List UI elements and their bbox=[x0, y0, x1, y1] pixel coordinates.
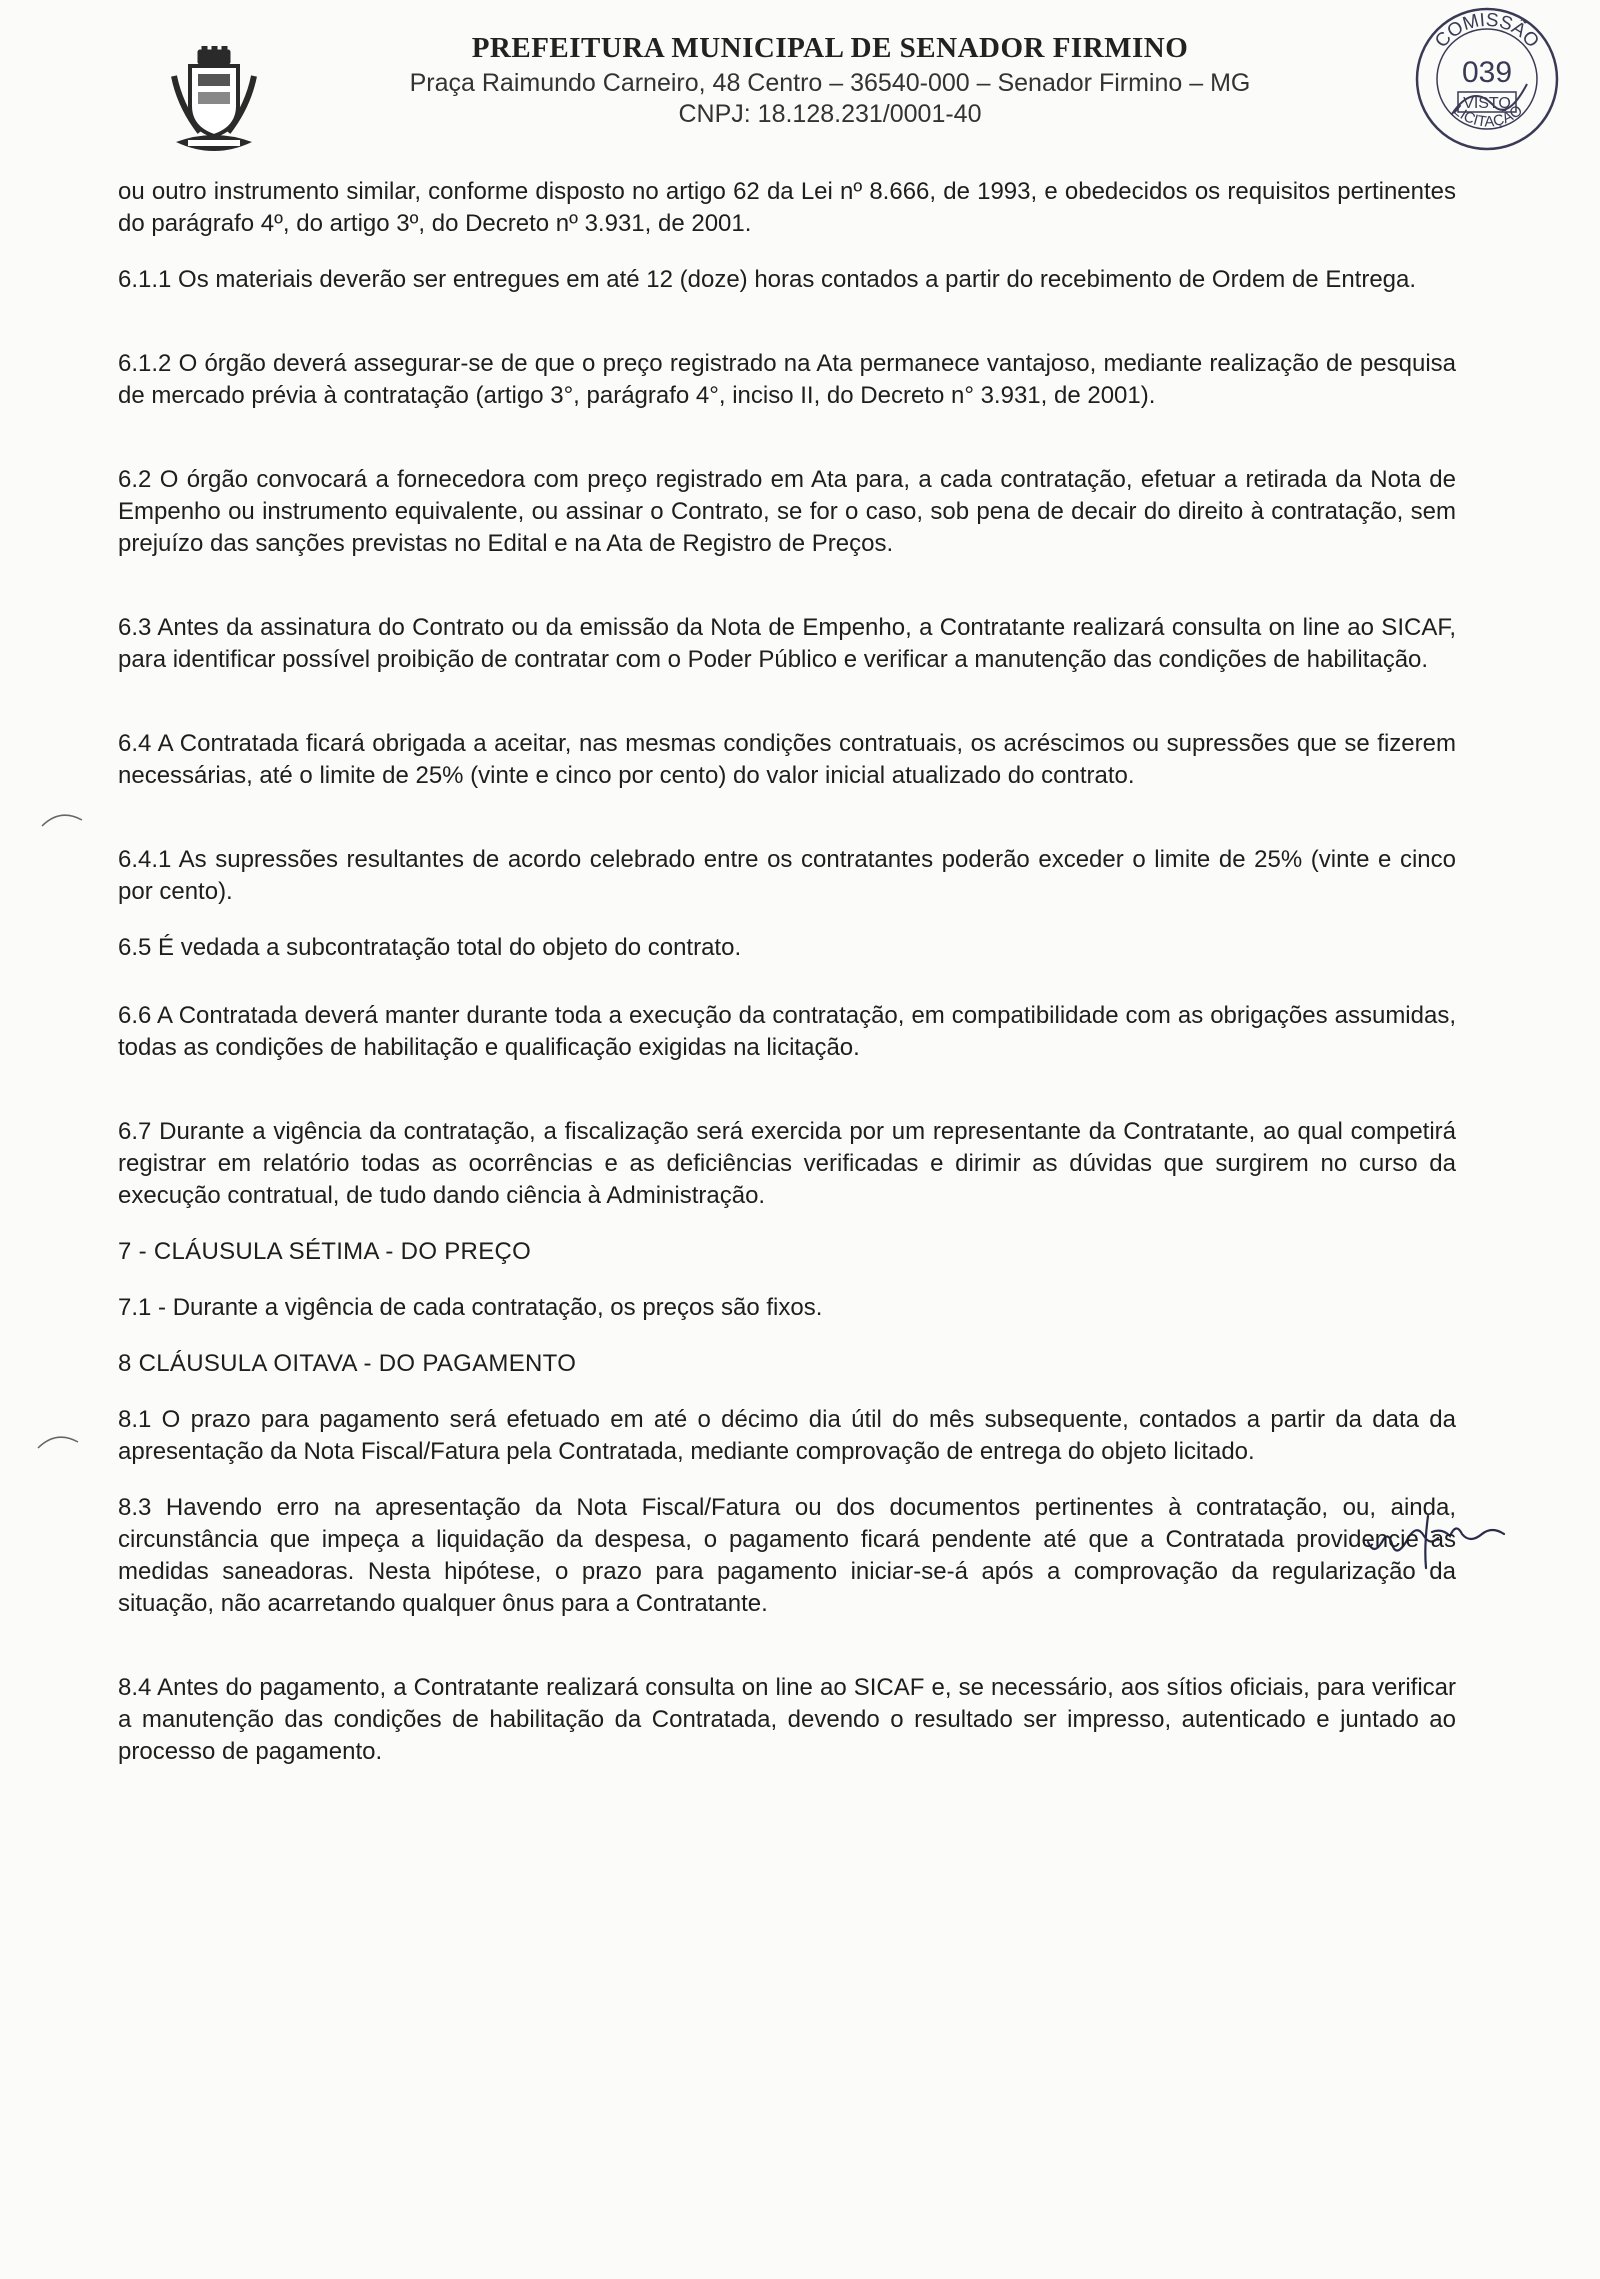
commission-stamp-icon bbox=[1412, 4, 1562, 154]
margin-mark-icon bbox=[36, 1430, 80, 1450]
paragraph-6-4-1: 6.4.1 As supressões resultantes de acordo celebrado entre os contratantes poderão exceder o limite de 25% (vinte e cinco por cento). bbox=[118, 846, 1456, 905]
paragraph-8-4: 8.4 Antes do pagamento, a Contratante realizará consulta on line ao SICAF e, se necessário, aos sítios oficiais, para verificar a manutenção das condições de habilitação da Contratada, devendo o resultado ser impresso, autenticado e juntado ao processo de pagamento. bbox=[118, 1674, 1456, 1765]
paragraph-6-1-1: 6.1.1 Os materiais deverão ser entregues em até 12 (doze) horas contados a partir do recebimento de Ordem de Entrega. bbox=[118, 266, 1417, 293]
paragraph-7-1: 7.1 - Durante a vigência de cada contratação, os preços são fixos. bbox=[118, 1294, 823, 1321]
document-body bbox=[118, 176, 1456, 1768]
paragraph-8-3: 8.3 Havendo erro na apresentação da Nota Fiscal/Fatura ou dos documentos pertinentes à contratação, ou, ainda, circunstância que impeça a liquidação da despesa, o pagamento ficará pendente até que a Contratada providencie as medidas saneadoras. Nesta hipótese, o prazo para pagamento iniciar-se-á após a comprovação da regularização da situação, não acarretando qualquer ônus para a Contratante. bbox=[118, 1494, 1456, 1617]
paragraph-8-1: 8.1 O prazo para pagamento será efetuado em até o décimo dia útil do mês subsequente, contados a partir da data da apresentação da Nota Fiscal/Fatura pela Contratada, mediante comprovação de entrega do objeto licitado. bbox=[118, 1406, 1456, 1465]
stamp-bottom-text: LICITAÇÃO bbox=[1450, 101, 1526, 131]
letterhead-address: Praça Raimundo Carneiro, 48 Centro – 36540-000 – Senador Firmino – MG bbox=[409, 69, 1251, 97]
paragraph-6-7: 6.7 Durante a vigência da contratação, a fiscalização será exercida por um representante da Contratante, ao qual competirá registrar em relatório todas as ocorrências e as deficiências verificadas e dirimir as dúvidas que surgirem no curso da execução contratual, de tudo dando ciência à Administração. bbox=[118, 1118, 1456, 1209]
paragraph-6-2: 6.2 O órgão convocará a fornecedora com preço registrado em Ata para, a cada contratação, efetuar a retirada da Nota de Empenho ou instrumento equivalente, ou assinar o Contrato, se for o caso, sob pena de decair do direito à contratação, sem prejuízo das sanções previstas no Edital e na Ata de Registro de Preços. bbox=[118, 466, 1456, 557]
letterhead-cnpj: CNPJ: 18.128.231/0001-40 bbox=[678, 100, 982, 128]
paragraph-6-1-2: 6.1.2 O órgão deverá assegurar-se de que o preço registrado na Ata permanece vantajoso, mediante realização de pesquisa de mercado prévia à contratação (artigo 3°, parágrafo 4°, inciso II, do Decreto n° 3.931, de 2001). bbox=[118, 350, 1456, 409]
paragraph-6-5: 6.5 É vedada a subcontratação total do objeto do contrato. bbox=[118, 934, 742, 961]
letterhead-title: PREFEITURA MUNICIPAL DE SENADOR FIRMINO bbox=[471, 32, 1189, 64]
margin-mark-icon bbox=[40, 808, 84, 828]
paragraph-intro: ou outro instrumento similar, conforme disposto no artigo 62 da Lei nº 8.666, de 1993, e obedecidos os requisitos pertinentes do parágrafo 4º, do artigo 3º, do Decreto nº 3.931, de 2001. bbox=[118, 178, 1456, 237]
paragraph-6-4: 6.4 A Contratada ficará obrigada a aceitar, nas mesmas condições contratuais, os acréscimos ou supressões que se fizerem necessárias, até o limite de 25% (vinte e cinco por cento) do valor inicial atualizado do contrato. bbox=[118, 730, 1456, 789]
stamp-middle-text: VISTO bbox=[1463, 95, 1511, 112]
heading-clause-8: 8 CLÁUSULA OITAVA - DO PAGAMENTO bbox=[118, 1350, 577, 1377]
heading-clause-7: 7 - CLÁUSULA SÉTIMA - DO PREÇO bbox=[118, 1238, 532, 1265]
paragraph-6-6: 6.6 A Contratada deverá manter durante toda a execução da contratação, em compatibilidade com as obrigações assumidas, todas as condições de habilitação e qualificação exigidas na licitação. bbox=[118, 1002, 1456, 1061]
paragraph-6-3: 6.3 Antes da assinatura do Contrato ou da emissão da Nota de Empenho, a Contratante realizará consulta on line ao SICAF, para identificar possível proibição de contratar com o Poder Público e verificar a manutenção das condições de habilitação. bbox=[118, 614, 1456, 673]
stamp-number: 039 bbox=[1461, 56, 1513, 89]
municipal-coat-of-arms-icon bbox=[168, 46, 260, 158]
letterhead bbox=[330, 32, 1330, 129]
stamp-top-text: COMISSÃO bbox=[1431, 9, 1543, 53]
